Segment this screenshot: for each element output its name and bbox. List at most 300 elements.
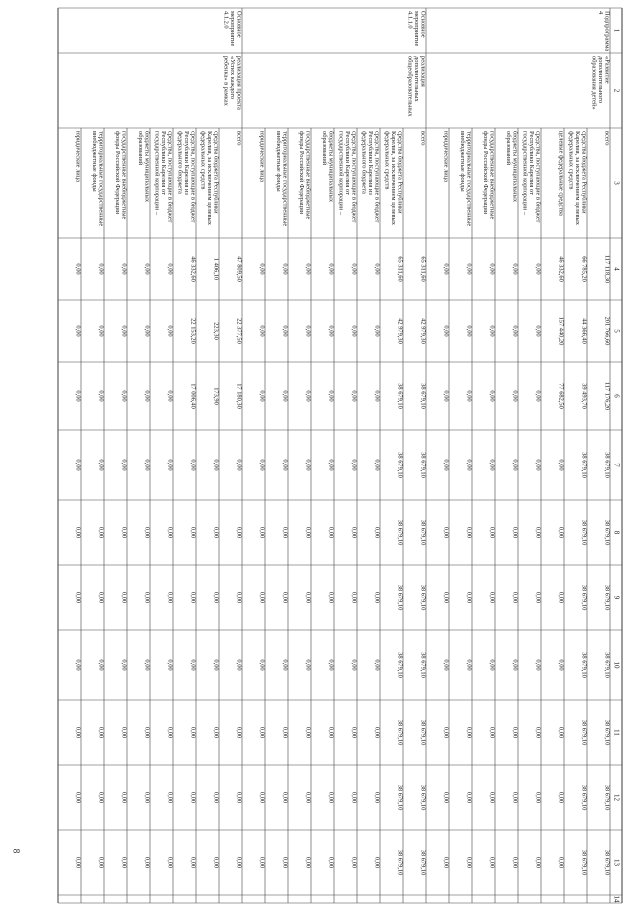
amount-cell: 0,00 <box>327 526 335 539</box>
amount-cell: 0,00 <box>189 459 197 471</box>
funding-source-cell: Республики Карелия от <box>344 131 351 195</box>
table-row <box>360 131 380 868</box>
program-name-cell: общеобразовательных <box>406 56 414 117</box>
funding-source-cell: средства бюджета Республики <box>580 131 588 214</box>
column-number: 7 <box>612 463 621 467</box>
table-row <box>114 131 128 868</box>
amount-cell: 0,00 <box>488 856 496 869</box>
amount-cell: 0,00 <box>258 791 266 804</box>
amount-cell: 0,00 <box>143 726 151 739</box>
amount-cell: 0,00 <box>442 856 450 869</box>
funding-source-cell: средства бюджета Республики <box>396 131 404 214</box>
amount-cell: 0,00 <box>373 856 381 869</box>
funding-source-cell: всего <box>603 131 611 146</box>
funding-source-cell: фонды Российской Федерации <box>114 131 121 215</box>
amount-cell: 173,90 <box>212 387 220 405</box>
program-code-cell: Основное <box>235 11 243 38</box>
amount-cell: 0,00 <box>120 526 128 539</box>
amount-cell: 0,00 <box>166 856 174 869</box>
amount-cell: 0,00 <box>350 659 358 671</box>
amount-cell: 0,00 <box>74 325 82 337</box>
amount-cell: 0,00 <box>281 591 289 604</box>
funding-source-cell: Республики Карелия из <box>183 131 190 195</box>
amount-cell: 0,00 <box>511 263 519 275</box>
amount-cell: 38 679,10 <box>419 719 427 746</box>
funding-source-cell: Карелия, за исключением целевых <box>574 131 581 225</box>
amount-cell: 0,00 <box>143 856 151 869</box>
amount-cell: 38 679,10 <box>419 849 427 876</box>
amount-cell: 0,00 <box>143 591 151 604</box>
amount-cell: 0,00 <box>442 390 450 402</box>
program-code-cell: мероприятие <box>413 11 420 47</box>
amount-cell: 38 679,10 <box>580 784 588 811</box>
amount-cell: 0,00 <box>327 726 335 739</box>
amount-cell: 0,00 <box>373 263 381 275</box>
funding-source-cell: средства бюджета Республики <box>212 131 220 214</box>
amount-cell: 0,00 <box>304 263 312 275</box>
funding-source-cell: Республики Карелия от <box>160 131 167 195</box>
amount-cell: 0,00 <box>557 791 565 804</box>
amount-cell: 0,00 <box>373 459 381 471</box>
amount-cell: 0,00 <box>120 591 128 604</box>
program-code-cell: мероприятие <box>229 11 236 47</box>
amount-cell: 0,00 <box>166 591 174 604</box>
amount-cell: 38 679,10 <box>580 719 588 746</box>
funding-source-cell: образований <box>137 131 144 166</box>
amount-cell: 0,00 <box>327 659 335 671</box>
amount-cell: 0,00 <box>120 325 128 337</box>
amount-cell: 0,00 <box>511 726 519 739</box>
funding-source-cell: федерального бюджета <box>176 131 184 194</box>
amount-cell: 38 679,10 <box>419 383 427 409</box>
table-row <box>459 131 473 868</box>
column-number: 9 <box>612 595 621 600</box>
funding-source-cell: образований <box>505 131 512 166</box>
amount-cell: 0,00 <box>350 591 358 604</box>
amount-cell: 0,00 <box>373 390 381 402</box>
amount-cell: 0,00 <box>97 856 105 869</box>
amount-cell: 0,00 <box>304 459 312 471</box>
funding-source-cell: внебюджетные фонды <box>91 131 98 192</box>
amount-cell: 0,00 <box>189 856 197 869</box>
amount-cell: 0,00 <box>534 791 542 804</box>
funding-source-cell: федерального бюджета <box>360 131 368 194</box>
funding-source-cell: федеральных средств <box>199 131 207 190</box>
amount-cell: 38 679,10 <box>419 784 427 811</box>
funding-source-cell: средства, поступающие в бюджет <box>534 131 542 223</box>
amount-cell: 0,00 <box>511 591 519 604</box>
amount-cell: 0,00 <box>511 791 519 804</box>
amount-cell: 0,00 <box>350 459 358 471</box>
table-row <box>199 131 219 868</box>
amount-cell: 0,00 <box>557 856 565 869</box>
amount-cell: 65 311,60 <box>396 256 404 282</box>
amount-cell: 0,00 <box>442 791 450 804</box>
amount-cell: 38 679,10 <box>580 652 588 678</box>
funding-source-cell: Республики Карелия из <box>367 131 374 195</box>
amount-cell: 0,00 <box>350 526 358 539</box>
amount-cell: 0,00 <box>212 591 220 604</box>
amount-cell: 39 493,70 <box>580 383 588 409</box>
table-row <box>443 131 450 868</box>
amount-cell: 0,00 <box>212 726 220 739</box>
amount-cell: 0,00 <box>97 263 105 275</box>
amount-cell: 77 682,50 <box>557 383 565 409</box>
amount-cell: 0,00 <box>327 591 335 604</box>
amount-cell: 0,00 <box>465 726 473 739</box>
table-row <box>275 131 289 868</box>
amount-cell: 0,00 <box>534 263 542 275</box>
amount-cell: 0,00 <box>258 459 266 471</box>
amount-cell: 0,00 <box>189 591 197 604</box>
amount-cell: 0,00 <box>304 791 312 804</box>
amount-cell: 0,00 <box>465 390 473 402</box>
program-code-cell: Подпрограмма <box>603 11 611 52</box>
amount-cell: 0,00 <box>97 726 105 739</box>
program-code-cell: Основное <box>419 11 427 38</box>
amount-cell: 0,00 <box>258 726 266 739</box>
program-code-cell: 4 <box>597 11 604 15</box>
program-name-cell: образования детей» <box>590 56 598 110</box>
column-number: 8 <box>612 530 621 535</box>
amount-cell: 38 679,10 <box>580 849 588 876</box>
amount-cell: 0,00 <box>373 526 381 539</box>
amount-cell: 0,00 <box>465 659 473 671</box>
column-number: 3 <box>612 181 621 185</box>
amount-cell: 0,00 <box>488 459 496 471</box>
amount-cell: 0,00 <box>281 459 289 471</box>
funding-source-cell: всего <box>235 131 243 146</box>
amount-cell: 0,00 <box>120 390 128 402</box>
amount-cell: 0,00 <box>281 390 289 402</box>
amount-cell: 0,00 <box>350 263 358 275</box>
amount-cell: 0,00 <box>235 591 243 604</box>
table-row <box>505 131 519 868</box>
amount-cell: 157 440,20 <box>557 316 565 346</box>
amount-cell: 0,00 <box>258 263 266 275</box>
amount-cell: 0,00 <box>511 325 519 337</box>
amount-cell: 0,00 <box>534 856 542 869</box>
amount-cell: 0,00 <box>281 263 289 275</box>
amount-cell: 0,00 <box>511 459 519 471</box>
amount-cell: 0,00 <box>74 390 82 402</box>
amount-cell: 0,00 <box>557 591 565 604</box>
amount-cell: 0,00 <box>143 791 151 804</box>
column-number: 10 <box>612 661 621 669</box>
amount-cell: 0,00 <box>281 791 289 804</box>
amount-cell: 223,30 <box>212 322 220 340</box>
amount-cell: 0,00 <box>534 526 542 539</box>
amount-cell: 0,00 <box>235 526 243 539</box>
amount-cell: 0,00 <box>97 459 105 471</box>
amount-cell: 0,00 <box>442 325 450 337</box>
funding-source-cell: территориальные государственные <box>465 131 473 227</box>
amount-cell: 0,00 <box>373 791 381 804</box>
amount-cell: 117 176,20 <box>603 381 611 411</box>
amount-cell: 0,00 <box>373 325 381 337</box>
table-row <box>482 131 496 868</box>
funding-source-cell: государственной корпорации – <box>337 131 345 216</box>
funding-source-cell: средства, поступающие в бюджет <box>373 131 381 223</box>
program-name-cell: «Развитие <box>603 56 611 84</box>
amount-cell: 0,00 <box>534 591 542 604</box>
amount-cell: 38 679,10 <box>419 452 427 478</box>
amount-cell: 0,00 <box>97 526 105 539</box>
program-name-cell: ребенка» в рамках <box>222 56 230 106</box>
amount-cell: 0,00 <box>74 591 82 604</box>
funding-source-cell: юридические лица <box>74 131 82 182</box>
amount-cell: 0,00 <box>74 459 82 471</box>
amount-cell: 38 679,10 <box>603 452 611 478</box>
amount-cell: 66 785,20 <box>580 256 588 282</box>
amount-cell: 0,00 <box>235 459 243 471</box>
amount-cell: 0,00 <box>166 390 174 402</box>
table-row <box>153 131 173 868</box>
amount-cell: 0,00 <box>97 325 105 337</box>
program-name-cell: дополнительного <box>597 56 604 104</box>
amount-cell: 0,00 <box>166 791 174 804</box>
amount-cell: 0,00 <box>258 390 266 402</box>
funding-source-cell: юридические лица <box>442 131 450 182</box>
amount-cell: 0,00 <box>488 591 496 604</box>
amount-cell: 0,00 <box>511 526 519 539</box>
amount-cell: 0,00 <box>465 856 473 869</box>
amount-cell: 46 332,60 <box>557 256 565 282</box>
amount-cell: 0,00 <box>442 726 450 739</box>
amount-cell: 0,00 <box>488 325 496 337</box>
amount-cell: 0,00 <box>465 526 473 539</box>
column-number: 5 <box>612 329 621 333</box>
amount-cell: 0,00 <box>74 263 82 275</box>
amount-cell: 0,00 <box>304 591 312 604</box>
amount-cell: 38 679,10 <box>419 519 427 546</box>
amount-cell: 0,00 <box>120 726 128 739</box>
amount-cell: 0,00 <box>97 390 105 402</box>
amount-cell: 38 679,10 <box>603 652 611 678</box>
amount-cell: 0,00 <box>534 459 542 471</box>
funding-source-cell: фонды Российской Федерации <box>482 131 489 215</box>
amount-cell: 0,00 <box>97 591 105 604</box>
amount-cell: 0,00 <box>166 325 174 337</box>
amount-cell: 117 118,30 <box>603 254 611 284</box>
amount-cell: 0,00 <box>442 526 450 539</box>
amount-cell: 0,00 <box>488 726 496 739</box>
amount-cell: 0,00 <box>258 526 266 539</box>
column-number: 12 <box>612 794 621 801</box>
amount-cell: 0,00 <box>74 659 82 671</box>
amount-cell: 0,00 <box>488 791 496 804</box>
amount-cell: 0,00 <box>189 791 197 804</box>
amount-cell: 0,00 <box>166 659 174 671</box>
amount-cell: 38 679,10 <box>603 719 611 746</box>
amount-cell: 0,00 <box>465 791 473 804</box>
amount-cell: 0,00 <box>465 263 473 275</box>
funding-source-cell: фонды Российской Федерации <box>298 131 305 215</box>
amount-cell: 0,00 <box>534 325 542 337</box>
amount-cell: 38 679,10 <box>419 584 427 611</box>
amount-cell: 42 979,30 <box>419 318 427 344</box>
page-number: 8 <box>11 848 22 854</box>
table-row <box>75 131 82 868</box>
amount-cell: 201 766,60 <box>603 316 611 346</box>
table-row <box>137 131 151 868</box>
amount-cell: 0,00 <box>143 526 151 539</box>
amount-cell: 0,00 <box>350 325 358 337</box>
funding-source-cell: бюджеты муниципальных <box>511 131 519 203</box>
amount-cell: 0,00 <box>143 659 151 671</box>
funding-source-cell: бюджеты муниципальных <box>143 131 151 203</box>
table-row <box>321 131 335 868</box>
amount-cell: 0,00 <box>373 591 381 604</box>
amount-cell: 0,00 <box>235 791 243 804</box>
amount-cell: 0,00 <box>212 791 220 804</box>
funding-source-cell: государственные внебюджетные <box>120 131 128 220</box>
amount-cell: 0,00 <box>442 591 450 604</box>
funding-source-cell: образований <box>321 131 328 166</box>
amount-cell: 0,00 <box>350 390 358 402</box>
amount-cell: 0,00 <box>212 659 220 671</box>
amount-cell: 1 406,10 <box>212 257 220 281</box>
amount-cell: 0,00 <box>465 591 473 604</box>
amount-cell: 0,00 <box>327 459 335 471</box>
column-number: 4 <box>612 267 621 271</box>
program-name-cell: «Успех каждого <box>229 56 236 100</box>
table-row <box>590 11 610 875</box>
amount-cell: 38 679,10 <box>396 584 404 611</box>
column-number: 1 <box>612 28 621 33</box>
table-row <box>298 131 312 868</box>
amount-cell: 38 679,10 <box>396 519 404 546</box>
program-name-cell: дополнительных <box>413 56 420 102</box>
amount-cell: 0,00 <box>74 526 82 539</box>
funding-source-cell: государственной корпорации – <box>521 131 529 216</box>
amount-cell: 0,00 <box>488 526 496 539</box>
funding-source-cell: федеральных средств <box>383 131 391 190</box>
table-row <box>176 131 196 868</box>
amount-cell: 0,00 <box>442 659 450 671</box>
amount-cell: 0,00 <box>189 659 197 671</box>
amount-cell: 47 809,50 <box>235 256 243 282</box>
funding-source-cell: целевые федеральные средства <box>557 131 565 216</box>
amount-cell: 0,00 <box>511 390 519 402</box>
table-row <box>406 11 426 875</box>
amount-cell: 0,00 <box>212 856 220 869</box>
amount-cell: 65 311,60 <box>419 256 427 282</box>
amount-cell: 44 366,40 <box>580 318 588 344</box>
amount-cell: 46 332,60 <box>189 256 197 282</box>
amount-cell: 0,00 <box>511 659 519 671</box>
amount-cell: 0,00 <box>74 856 82 869</box>
funding-source-cell: Карелия, за исключением целевых <box>390 131 397 225</box>
amount-cell: 0,00 <box>281 659 289 671</box>
amount-cell: 0,00 <box>350 726 358 739</box>
amount-cell: 0,00 <box>281 856 289 869</box>
amount-cell: 0,00 <box>97 791 105 804</box>
amount-cell: 38 679,10 <box>396 383 404 409</box>
amount-cell: 0,00 <box>557 459 565 471</box>
amount-cell: 0,00 <box>281 325 289 337</box>
amount-cell: 0,00 <box>304 325 312 337</box>
amount-cell: 0,00 <box>511 856 519 869</box>
column-number: 13 <box>612 859 621 866</box>
amount-cell: 0,00 <box>534 659 542 671</box>
amount-cell: 0,00 <box>143 459 151 471</box>
funding-source-cell: территориальные государственные <box>281 131 289 227</box>
program-name-cell: реализация проекта <box>235 56 243 110</box>
amount-cell: 38 679,10 <box>603 584 611 611</box>
amount-cell: 17 006,40 <box>189 383 197 409</box>
amount-cell: 38 679,10 <box>580 452 588 478</box>
funding-source-cell: внебюджетные фонды <box>275 131 282 192</box>
funding-source-cell: всего <box>419 131 427 146</box>
amount-cell: 0,00 <box>258 856 266 869</box>
amount-cell: 0,00 <box>74 791 82 804</box>
amount-cell: 38 679,10 <box>580 519 588 546</box>
amount-cell: 38 679,10 <box>603 519 611 546</box>
amount-cell: 0,00 <box>212 526 220 539</box>
column-number: 14 <box>612 895 621 903</box>
amount-cell: 0,00 <box>465 325 473 337</box>
funding-source-cell: территориальные государственные <box>97 131 105 227</box>
amount-cell: 0,00 <box>258 659 266 671</box>
amount-cell: 0,00 <box>143 325 151 337</box>
program-name-cell: реализация <box>419 56 427 87</box>
amount-cell: 38 679,10 <box>396 452 404 478</box>
funding-source-cell: государственной корпорации – <box>153 131 161 216</box>
amount-cell: 38 679,10 <box>396 784 404 811</box>
column-number: 6 <box>612 394 621 398</box>
amount-cell: 0,00 <box>442 459 450 471</box>
amount-cell: 0,00 <box>281 526 289 539</box>
amount-cell: 38 679,10 <box>603 784 611 811</box>
amount-cell: 0,00 <box>74 726 82 739</box>
amount-cell: 0,00 <box>120 459 128 471</box>
amount-cell: 0,00 <box>350 856 358 869</box>
amount-cell: 0,00 <box>281 726 289 739</box>
amount-cell: 0,00 <box>97 659 105 671</box>
amount-cell: 17 180,30 <box>235 383 243 409</box>
amount-cell: 0,00 <box>258 325 266 337</box>
amount-cell: 0,00 <box>166 726 174 739</box>
amount-cell: 0,00 <box>304 659 312 671</box>
program-code-cell: 4.1.2.0 <box>222 11 230 29</box>
amount-cell: 0,00 <box>373 726 381 739</box>
amount-cell: 0,00 <box>120 856 128 869</box>
amount-cell: 38 679,10 <box>580 584 588 611</box>
amount-cell: 0,00 <box>327 856 335 869</box>
table-row <box>521 131 541 868</box>
table-row <box>222 11 242 868</box>
funding-source-cell: государственные внебюджетные <box>488 131 496 220</box>
funding-source-cell: средства, поступающие в бюджет <box>166 131 174 223</box>
amount-cell: 0,00 <box>235 856 243 869</box>
funding-source-cell: Карелия, за исключением целевых <box>206 131 213 225</box>
table-row <box>383 131 403 875</box>
table-row <box>567 131 587 875</box>
amount-cell: 0,00 <box>304 526 312 539</box>
column-number: 2 <box>612 88 621 93</box>
funding-source-cell: юридические лица <box>258 131 266 182</box>
amount-cell: 0,00 <box>327 791 335 804</box>
amount-cell: 0,00 <box>465 459 473 471</box>
amount-cell: 0,00 <box>557 659 565 671</box>
amount-cell: 0,00 <box>557 526 565 539</box>
funding-source-cell: государственные внебюджетные <box>304 131 312 220</box>
funding-source-cell: средства, поступающие в бюджет <box>350 131 358 223</box>
amount-cell: 0,00 <box>166 459 174 471</box>
amount-cell: 0,00 <box>235 659 243 671</box>
amount-cell: 0,00 <box>166 526 174 539</box>
